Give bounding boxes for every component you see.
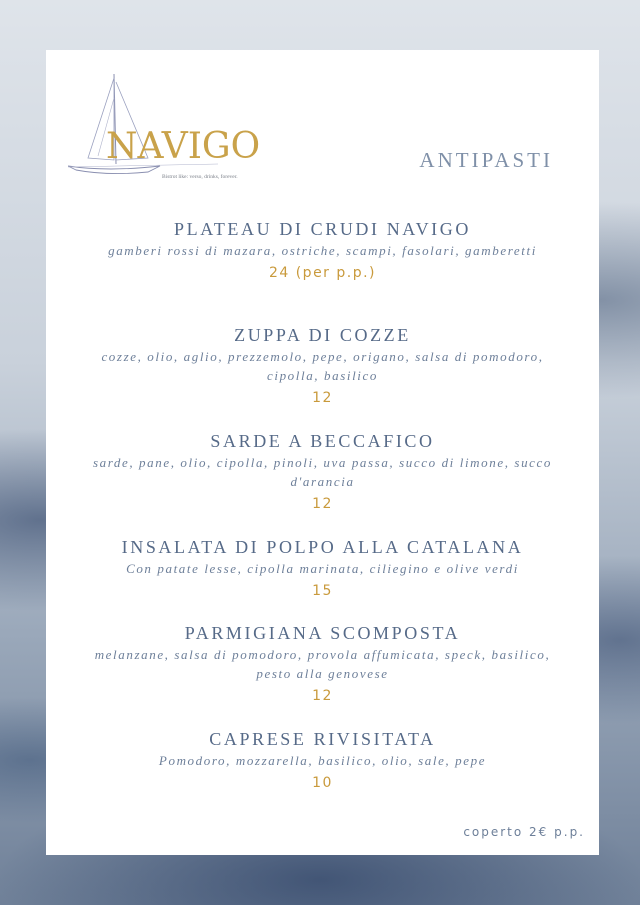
item-name: SARDE A BECCAFICO: [210, 431, 435, 451]
navigo-logo: [68, 68, 268, 178]
cover-charge: coperto 2€ p.p.: [463, 825, 585, 839]
item-description: melanzane, salsa di pomodoro, provola affumicata, speck, basilico, pesto alla genovese: [94, 647, 551, 681]
brand-name: NAVIGO: [106, 126, 261, 167]
menu-item: [46, 430, 599, 536]
item-price: 12: [312, 688, 333, 704]
menu-card: [46, 50, 599, 855]
item-description: gamberi rossi di mazara, ostriche, scampi, fasolari, gamberetti: [108, 243, 537, 258]
item-description: sarde, pane, olio, cipolla, pinoli, uva passa, succo di limone, succo d'arancia: [92, 455, 553, 489]
menu-item: [46, 218, 599, 324]
menu-item: [46, 324, 599, 430]
item-price: 10: [312, 775, 333, 791]
menu-item: [46, 728, 599, 814]
item-price: 12: [312, 496, 333, 512]
item-description: Pomodoro, mozzarella, basilico, olio, sale, pepe: [158, 753, 487, 768]
item-price: 12: [312, 390, 333, 406]
menu-items: [46, 218, 599, 814]
section-title: ANTIPASTI: [419, 148, 553, 172]
menu-item: [46, 622, 599, 728]
item-name: INSALATA DI POLPO ALLA CATALANA: [121, 537, 524, 557]
item-name: PARMIGIANA SCOMPOSTA: [184, 623, 461, 643]
item-description: Con patate lesse, cipolla marinata, ciliegino e olive verdi: [126, 561, 519, 576]
item-name: ZUPPA DI COZZE: [234, 325, 411, 345]
item-name: PLATEAU DI CRUDI NAVIGO: [174, 219, 471, 239]
brand-tagline: Bistrot like: verso, drinks, forever.: [162, 174, 238, 180]
item-price: 24 (per p.p.): [268, 265, 377, 281]
item-name: CAPRESE RIVISITATA: [209, 729, 436, 749]
menu-item: [46, 536, 599, 622]
item-description: cozze, olio, aglio, prezzemolo, pepe, origano, salsa di pomodoro, cipolla, basilico: [101, 349, 544, 383]
item-price: 15: [312, 583, 333, 599]
